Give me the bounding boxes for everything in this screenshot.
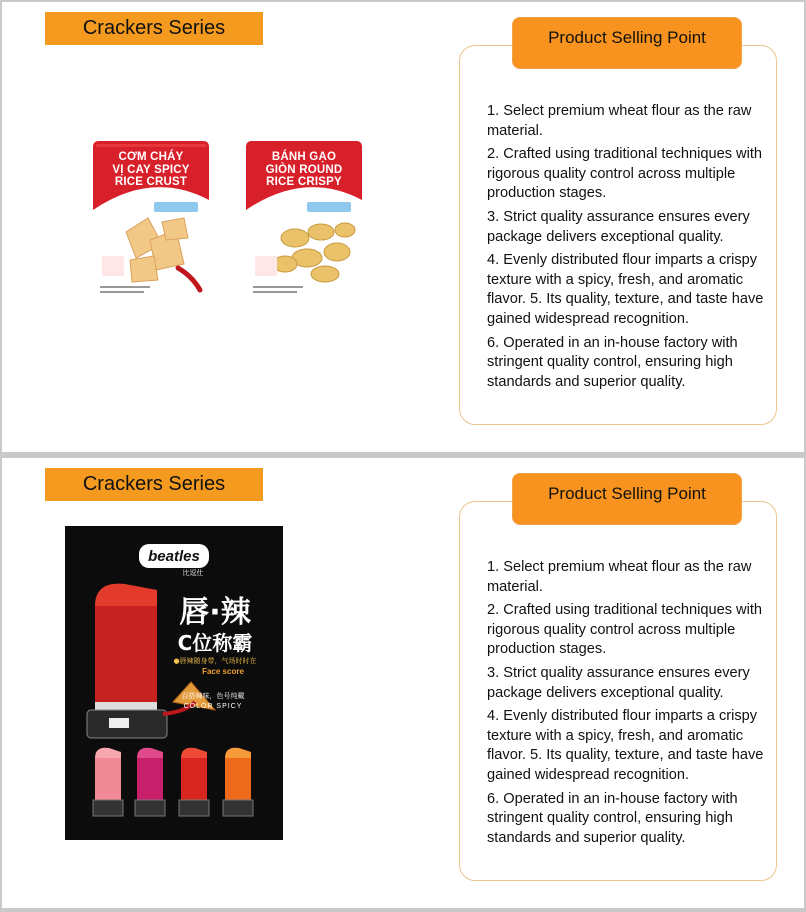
- selling-points-list: [487, 558, 779, 852]
- selling-point-item: 2. Crafted using traditional techniques with rigorous quality control across multiple production stages.: [487, 146, 763, 202]
- selling-point-title: Product Selling Point: [512, 473, 742, 525]
- package-label: CƠM CHÁY VỊ CAY SPICY RICE CRUST: [112, 151, 190, 188]
- selling-point-title: Product Selling Point: [512, 17, 742, 69]
- svg-text:百搭辣味，色号纯戴: 百搭辣味，色号纯戴: [181, 692, 245, 700]
- product-package-rice-crust: [92, 140, 210, 304]
- series-title: Crackers Series: [45, 12, 263, 45]
- product-package-rice-crispy: [245, 140, 363, 304]
- selling-point-item: 6. Operated in an in-house factory with stringent quality control, ensuring high standards and superior quality.: [487, 790, 738, 846]
- selling-point-item: 3. Strict quality assurance ensures every package delivers exceptional quality.: [487, 208, 750, 245]
- slide-1: [2, 2, 804, 452]
- svg-text:●唇辣随身带，气场时时在: ●唇辣随身带，气场时时在: [173, 657, 257, 665]
- product-poster: [65, 526, 283, 840]
- svg-text:COLOR SPICY: COLOR SPICY: [183, 703, 243, 710]
- selling-point-item: 4. Evenly distributed flour imparts a crispy texture with a spicy, fresh, and aromatic flavor. 5. Its quality, texture, and taste have gained widespread recognition.: [487, 252, 764, 327]
- svg-text:beatles: beatles: [148, 548, 200, 565]
- selling-point-item: 6. Operated in an in-house factory with stringent quality control, ensuring high standards and superior quality.: [487, 334, 738, 390]
- svg-text:比逗仕: 比逗仕: [182, 569, 204, 577]
- svg-text:唇·辣: 唇·辣: [179, 595, 251, 630]
- slide-2: [2, 458, 804, 908]
- package-label: BÁNH GẠO GIÒN ROUND RICE CRISPY: [265, 151, 343, 188]
- selling-point-item: 3. Strict quality assurance ensures every package delivers exceptional quality.: [487, 664, 750, 701]
- svg-text:C位称霸: C位称霸: [177, 631, 253, 655]
- svg-text:Face score: Face score: [202, 667, 244, 676]
- selling-point-item: 1. Select premium wheat flour as the raw material.: [487, 103, 752, 139]
- selling-point-item: 1. Select premium wheat flour as the raw material.: [487, 559, 752, 595]
- selling-point-item: 2. Crafted using traditional techniques with rigorous quality control across multiple production stages.: [487, 602, 763, 658]
- selling-point-item: 4. Evenly distributed flour imparts a crispy texture with a spicy, fresh, and aromatic flavor. 5. Its quality, texture, and taste have gained widespread recognition.: [487, 708, 764, 783]
- series-title: Crackers Series: [45, 468, 263, 501]
- selling-points-list: [487, 102, 779, 396]
